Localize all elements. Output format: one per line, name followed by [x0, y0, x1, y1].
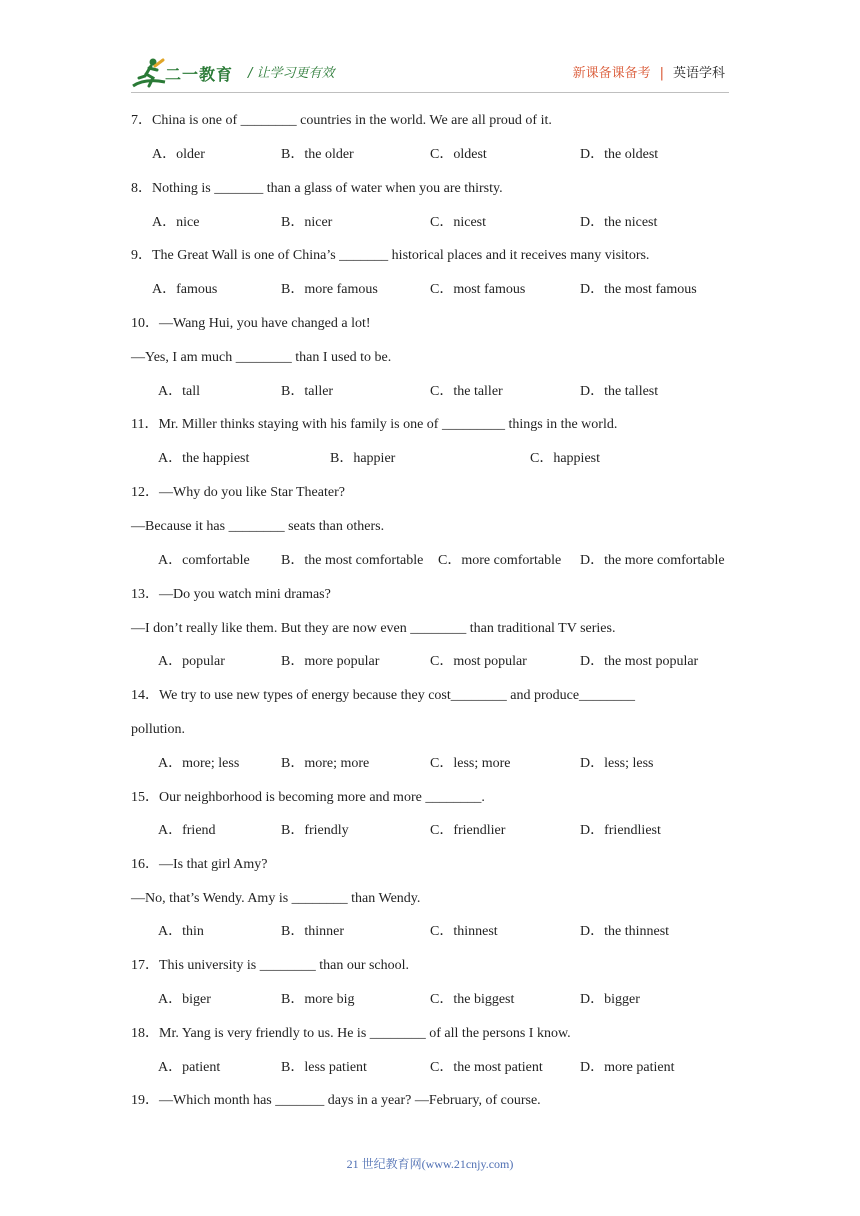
- answer-option: A．nice: [152, 215, 200, 230]
- question-stem-line: 10．—Wang Hui, you have changed a lot!: [131, 316, 371, 331]
- answer-option: A．tall: [158, 384, 200, 399]
- answer-option: A．famous: [152, 282, 218, 297]
- answer-option: C．the taller: [430, 384, 503, 399]
- question-stem-line: 11．Mr. Miller thinks staying with his family is one of _________ things in the world.: [131, 417, 618, 432]
- question-stem-line: —Because it has ________ seats than others.: [131, 519, 385, 534]
- answer-option: B．thinner: [281, 924, 344, 939]
- answer-option: C．the most patient: [430, 1060, 543, 1075]
- answer-option: A．thin: [158, 924, 204, 939]
- question-stem-line: 18．Mr. Yang is very friendly to us. He is ________ of all the persons I know.: [131, 1026, 571, 1041]
- answer-option: A．the happiest: [158, 451, 250, 466]
- answer-option: D．friendliest: [580, 823, 661, 838]
- answer-option: B．friendly: [281, 823, 349, 838]
- question-stem-line: 9．The Great Wall is one of China’s _______ historical places and it receives many visitors.: [131, 248, 650, 263]
- answer-option: B．more popular: [281, 654, 380, 669]
- header-right: [573, 62, 725, 81]
- question-stem-line: 12．—Why do you like Star Theater?: [131, 485, 345, 500]
- answer-option: C．oldest: [430, 147, 487, 162]
- answer-option: B．the older: [281, 147, 354, 162]
- answer-option: A．comfortable: [158, 553, 250, 568]
- answer-option: B．nicer: [281, 215, 333, 230]
- question-stem-line: —Yes, I am much ________ than I used to be.: [131, 350, 392, 365]
- header-divider: [131, 92, 729, 93]
- runner-icon: [131, 56, 167, 92]
- question-stem-line: 8．Nothing is _______ than a glass of water when you are thirsty.: [131, 181, 503, 196]
- answer-option: D．bigger: [580, 992, 640, 1007]
- answer-option: C．more comfortable: [438, 553, 562, 568]
- answer-option: B．taller: [281, 384, 334, 399]
- answer-option: D．the most popular: [580, 654, 699, 669]
- question-stem-line: pollution.: [131, 722, 186, 737]
- answer-option: C．most popular: [430, 654, 527, 669]
- slogan: / 让学习更有效: [248, 66, 335, 81]
- answer-option: A．biger: [158, 992, 211, 1007]
- logo-text: 二一教育: [165, 65, 234, 84]
- answer-option: B．happier: [330, 451, 396, 466]
- header-course-label: 新课备课备考: [572, 66, 651, 81]
- answer-option: B．the most comfortable: [281, 553, 424, 568]
- answer-option: B．more famous: [281, 282, 378, 297]
- brand-logo: [131, 56, 241, 92]
- question-stem-line: 19．—Which month has _______ days in a year? —February, of course.: [131, 1093, 541, 1108]
- question-stem-line: 16．—Is that girl Amy?: [131, 857, 268, 872]
- answer-option: B．more big: [281, 992, 355, 1007]
- answer-option: D．less; less: [580, 756, 654, 771]
- answer-option: B．less patient: [281, 1060, 367, 1075]
- question-stem-line: 13．—Do you watch mini dramas?: [131, 587, 331, 602]
- answer-option: A．more; less: [158, 756, 240, 771]
- answer-option: D．the most famous: [580, 282, 697, 297]
- page-header: [0, 0, 860, 100]
- answer-option: A．popular: [158, 654, 225, 669]
- answer-option: B．more; more: [281, 756, 370, 771]
- question-stem-line: 17．This university is ________ than our school.: [131, 958, 410, 973]
- answer-option: A．patient: [158, 1060, 221, 1075]
- answer-option: D．the more comfortable: [580, 553, 725, 568]
- page-footer: 21 世纪教育网(www.21cnjy.com): [346, 1157, 514, 1171]
- answer-option: D．the tallest: [580, 384, 659, 399]
- question-stem-line: —I don’t really like them. But they are now even ________ than traditional TV series.: [131, 621, 616, 636]
- header-subject: 英语学科: [672, 66, 725, 81]
- answer-option: D．more patient: [580, 1060, 675, 1075]
- question-stem-line: 7．China is one of ________ countries in the world. We are all proud of it.: [131, 113, 552, 128]
- answer-option: A．older: [152, 147, 205, 162]
- question-stem-line: 14．We try to use new types of energy because they cost________ and produce________: [131, 688, 636, 703]
- header-separator: |: [659, 66, 664, 81]
- question-stem-line: 15．Our neighborhood is becoming more and more ________.: [131, 790, 485, 805]
- answer-option: C．less; more: [430, 756, 511, 771]
- answer-option: C．friendlier: [430, 823, 506, 838]
- answer-option: C．nicest: [430, 215, 486, 230]
- question-stem-line: —No, that’s Wendy. Amy is ________ than Wendy.: [131, 891, 421, 906]
- answer-option: A．friend: [158, 823, 216, 838]
- answer-option: C．the biggest: [430, 992, 515, 1007]
- answer-option: C．happiest: [530, 451, 600, 466]
- answer-option: D．the nicest: [580, 215, 658, 230]
- answer-option: C．thinnest: [430, 924, 498, 939]
- answer-option: D．the thinnest: [580, 924, 670, 939]
- answer-option: D．the oldest: [580, 147, 659, 162]
- answer-option: C．most famous: [430, 282, 526, 297]
